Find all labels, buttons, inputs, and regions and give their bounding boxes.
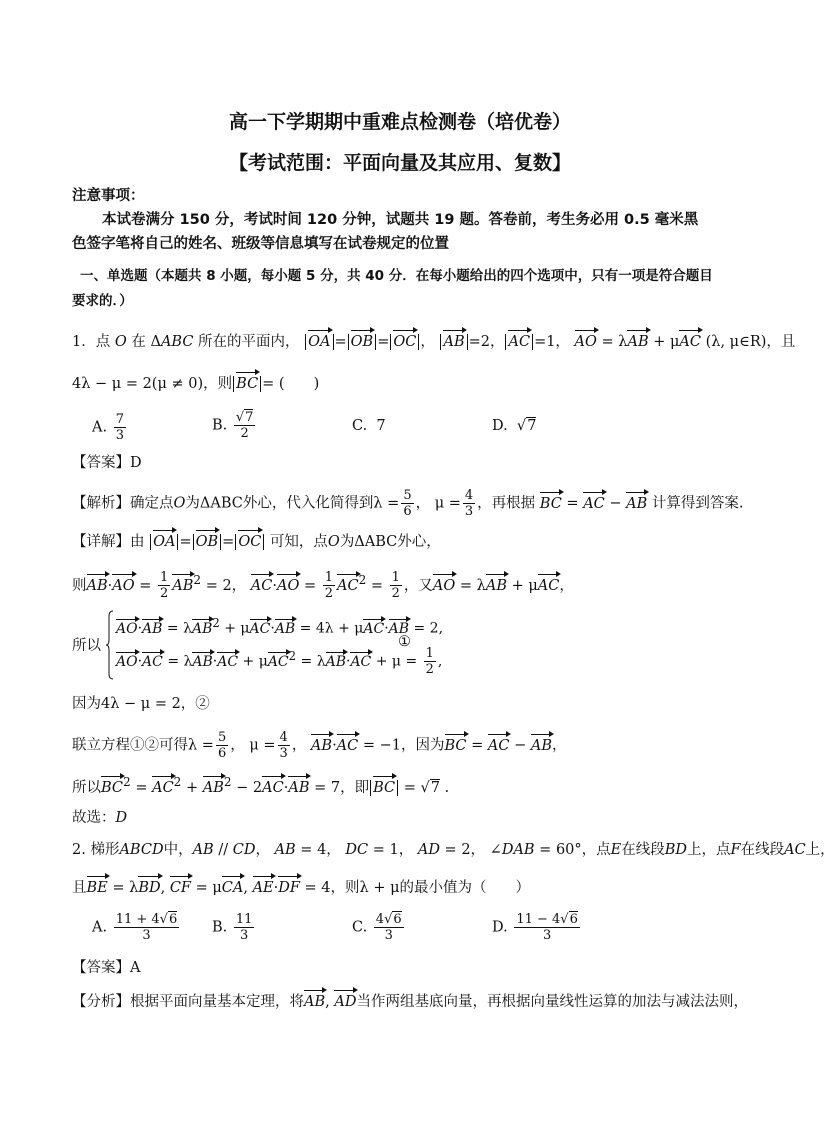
notice-body-1: 本试卷满分 150 分，考试时间 120 分钟，试题共 19 题。答卷前，考生务必用 0.5 毫米黑 — [102, 212, 699, 228]
q1-option-c[interactable]: C. 7 — [352, 418, 386, 434]
q1-option-a[interactable]: A. $\frac{7}{3}$ — [92, 412, 124, 443]
notice-heading: 注意事项： — [72, 188, 145, 204]
left-brace-icon — [106, 610, 114, 680]
q1-option-d[interactable]: D. √7 — [492, 418, 537, 434]
q1-detail-line-6: 所以$BC^2 = AC^2 + AB^2 - 2AC\cdot AB = 7$，即 BC = √7 . — [72, 775, 450, 796]
section-heading-1: 一、单选题（本题共 8 小题，每小题 5 分，共 40 分．在每小题给出的四个选项中，只有一项是符合题目 — [80, 268, 713, 284]
notice-body-2: 色签字笔将自己的姓名、班级等信息填写在试卷规定的位置 — [72, 236, 449, 252]
q2-stem-line-2: 且BE = λBD, CF = μCA, AE·DF = 4，则λ + μ的最小值为（ ） — [72, 876, 530, 898]
q2-option-d[interactable]: D. $\frac{11 - 4√6}{3}$ — [492, 912, 578, 943]
q1-detail-line-1: 【详解】由 OA = OB = OC 可知，点O为ΔABC外心， — [72, 530, 441, 552]
section-heading-2: 要求的．） — [72, 293, 133, 309]
q2-option-c[interactable]: C. $\frac{4√6}{3}$ — [352, 912, 402, 943]
q1-choice: 故选：D — [72, 810, 128, 826]
q2-answer: 【答案】A — [72, 960, 141, 976]
page-title: 高一下学期期中重难点检测卷（培优卷） — [228, 111, 571, 133]
page-subtitle: 【考试范围：平面向量及其应用、复数】 — [228, 152, 571, 174]
q1-analysis: 【解析】确定点O为ΔABC外心，代入化简得到λ = $\frac{5}{6}$ ， μ = $\frac{4}{3}$ ，再根据 BC = AC − AB 计算得到答案. — [72, 488, 744, 519]
q1-detail-line-2: 则AB·AO = $\frac{1}{2}$ $AB^2 = 2$， AC·AO = $\frac{1}{2}$ $AC^2$ = $\frac{1}{2}$ ，又AO = λAB + μAC， — [72, 570, 574, 602]
q2-option-b[interactable]: B. $\frac{11}{3}$ — [212, 912, 253, 943]
q1-equation-system: 所以 AO·AB = λAB$^2$ + μAC·AB = 4λ + μAC·AB = 2, AO·AC = λAB·AC + μAC$^2$ = λAB·AC + μ = $\frac{1}{2}$ , ① — [72, 610, 472, 682]
q1-stem-line-2: 4λ − μ = 2(μ ≠ 0)，则 BC = ( ) — [72, 372, 319, 394]
q1-answer: 【答案】D — [72, 455, 142, 471]
q2-stem-line-1: 2. 梯形ABCD中，AB // CD， AB = 4， DC = 1， AD = 2， ∠DAB = 60°，点E在线段BD上，点F在线段AC上， — [72, 842, 835, 858]
q1-stem-line-1: 1．点 O 在 ΔABC 所在的平面内， OA = OB = OC ， AB =2， AC =1， AO = λAB + μAC (λ, μ∈R)，且 — [72, 330, 795, 352]
q2-option-a[interactable]: A. $\frac{11 + 4√6}{3}$ — [92, 912, 178, 943]
q1-option-b[interactable]: B. $\frac{√7}{2}$ — [212, 410, 254, 441]
q2-analysis: 【分析】根据平面向量基本定理，将AB, AD当作两组基底向量，再根据向量线性运算的加法与减法法则， — [72, 990, 748, 1012]
q1-detail-line-4: 因为4λ − μ = 2，② — [72, 696, 210, 712]
q1-detail-line-5: 联立方程①②可得λ = $\frac{5}{6}$ ， μ = $\frac{4}{3}$ ， AB·AC = −1，因为BC = AC − AB， — [72, 730, 567, 761]
